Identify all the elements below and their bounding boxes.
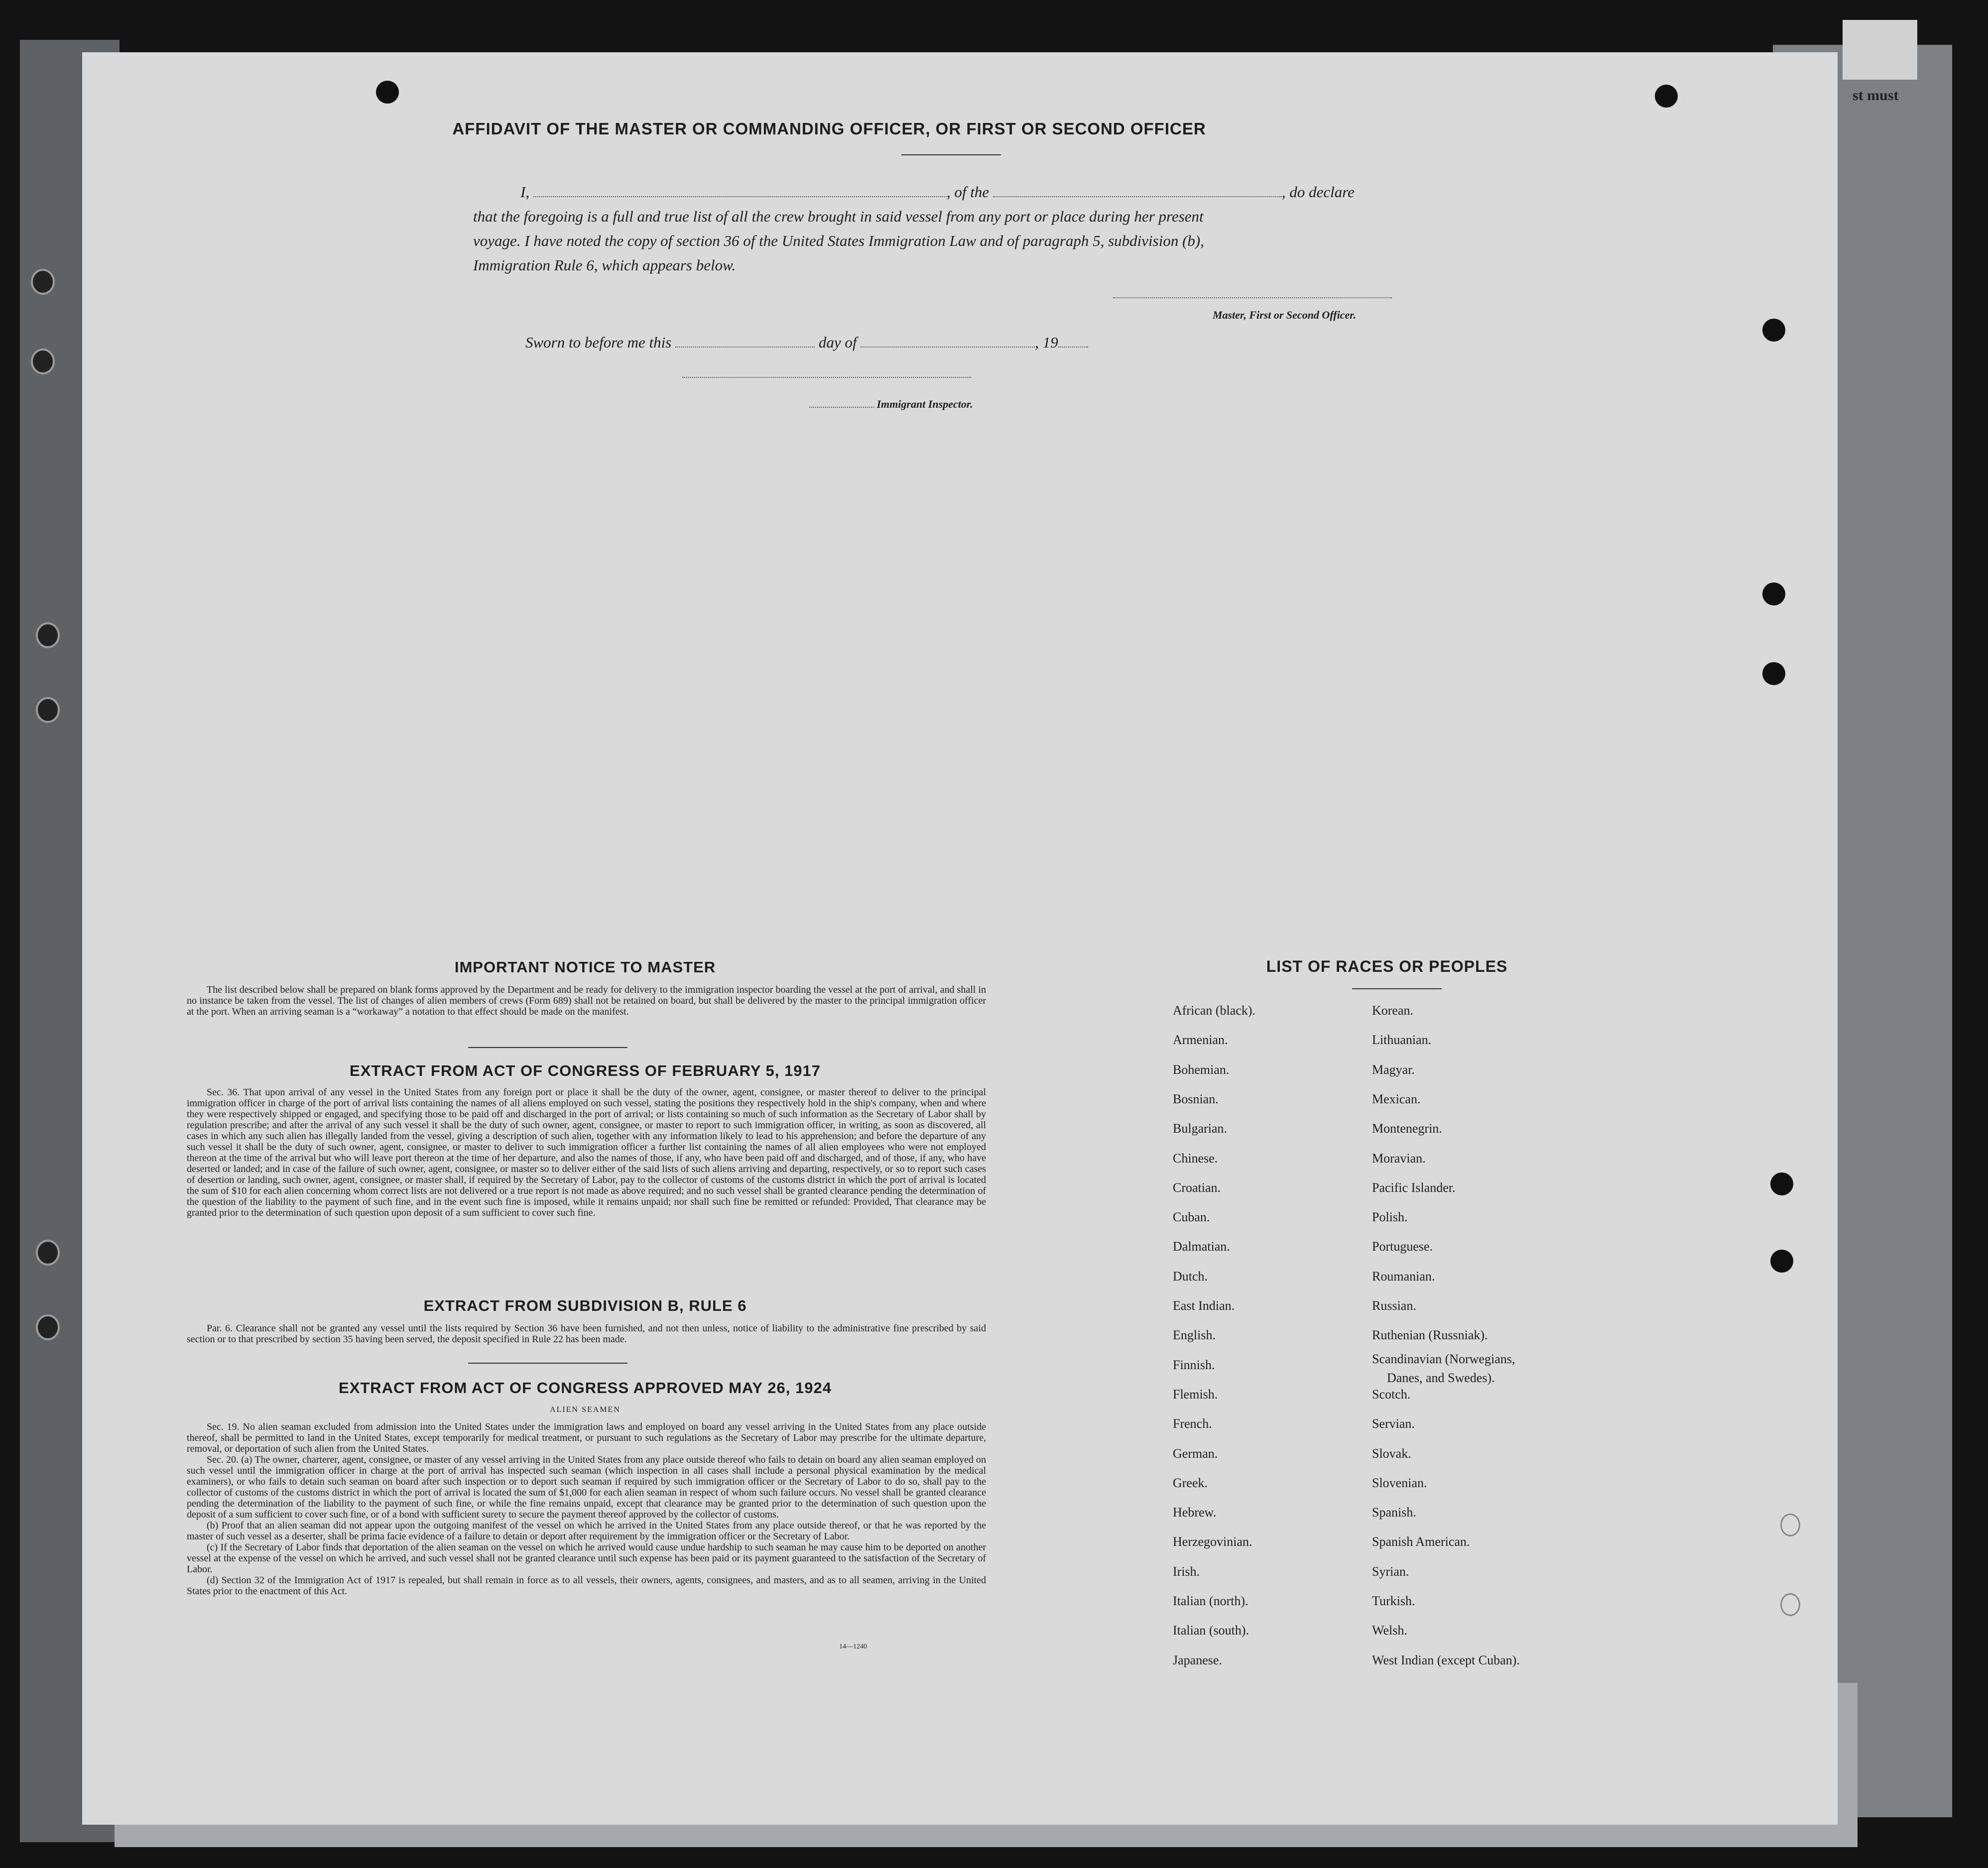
notice-paragraph: The list described below shall be prepared on blank forms approved by the Department and be ready for delivery to the immigration inspector boarding the vessel at the port of arrival, and shall in no instance be taken from the vessel. The list of changes of alien members of crews (Form 689) shall not be retained on board, but shall be delivered by the master to the principal immigration officer at the port. When an arriving seaman is a “workaway” a notation to that effect should be made on the manifest. [187, 984, 986, 1017]
race-item: Spanish. [1372, 1505, 1416, 1519]
race-item: Pacific Islander. [1372, 1180, 1456, 1195]
affidavit-title: AFFIDAVIT OF THE MASTER OR COMMANDING OFFICER, OR FIRST OR SECOND OFFICER [452, 119, 1206, 138]
race-item: Chinese. [1173, 1151, 1218, 1166]
extract-1924-subtitle: ALIEN SEAMEN [550, 1405, 621, 1414]
inspector-caption-text: Immigrant Inspector. [876, 398, 973, 410]
race-item: Flemish. [1173, 1387, 1218, 1401]
sworn-year-blank [1058, 336, 1088, 348]
binder-hole [36, 1314, 60, 1340]
notice-text [187, 984, 986, 1017]
race-item: Bohemian. [1173, 1062, 1230, 1077]
races-title: LIST OF RACES OR PEOPLES [1266, 957, 1508, 975]
punch-hole-ring [1780, 1593, 1800, 1616]
race-item: Lithuanian. [1372, 1033, 1432, 1047]
race-item: Finnish. [1173, 1358, 1215, 1372]
race-item: Slovenian. [1372, 1476, 1427, 1490]
binder-hole [31, 269, 55, 295]
race-item: Syrian. [1372, 1564, 1409, 1579]
affidavit-declare: , do declare [1281, 183, 1355, 201]
race-item: Greek. [1173, 1476, 1208, 1490]
race-item: Armenian. [1173, 1033, 1228, 1047]
race-item: Montenegrin. [1372, 1121, 1442, 1136]
race-item: Bulgarian. [1173, 1121, 1228, 1136]
vessel-blank [993, 185, 1282, 197]
sworn-month-blank [861, 336, 1035, 348]
affidavit-line-4: Immigration Rule 6, which appears below. [473, 256, 736, 274]
inspector-caption [809, 396, 973, 411]
race-item: Bosnian. [1173, 1092, 1219, 1106]
extract-1924-paragraph-5: (d) Section 32 of the Immigration Act of 1917 is repealed, but shall remain in force as to all vessels, their owners, agents, consignees, and masters, and as to all seamen, arriving in the United States prior to the enactment of this Act. [187, 1575, 986, 1597]
punch-hole-ring [1780, 1514, 1800, 1536]
race-item: Portuguese. [1372, 1239, 1433, 1254]
race-item: Japanese. [1173, 1653, 1222, 1667]
back-sheet-corner [1843, 20, 1917, 80]
race-item: Dalmatian. [1173, 1239, 1230, 1254]
race-item: Scandinavian (Norwegians, [1372, 1352, 1515, 1366]
race-item: Scotch. [1372, 1387, 1411, 1401]
section-rule [468, 1363, 627, 1364]
race-item: Ruthenian (Russniak). [1372, 1328, 1488, 1342]
document-page [82, 52, 1838, 1825]
race-item: West Indian (except Cuban). [1372, 1653, 1520, 1667]
punch-hole [1655, 85, 1678, 108]
sworn-day-of: day of [818, 334, 857, 351]
race-item: Italian (north). [1173, 1594, 1248, 1608]
extract-1924-paragraph-3: (b) Proof that an alien seaman did not appear upon the outgoing manifest of the vessel on which he arrived in the United States from any place outside thereof, or that he was reported by the master of such vessel as a deserter, shall be prima facie evidence of a failure to detain or deport after requirement by the immigration officer or the Secretary of Labor. [187, 1520, 986, 1542]
binder-hole [36, 622, 60, 648]
signature-caption: Master, First or Second Officer. [1213, 309, 1357, 321]
extract-1917-text [187, 1087, 986, 1218]
extract-1924-paragraph-2: Sec. 20. (a) The owner, charterer, agent, consignee, or master of any vessel arriving in the United States from any place outside thereof who fails to detain on board any alien seaman employed on such vessel until the immigration officer in charge at the port of arrival has inspected such seaman (which inspection in all cases shall include a personal physical examination by the medical examiners), or who fails to detain such seaman on board after such inspection or to deport such seaman if required by such immigration officer or the Secretary of Labor to do so, shall pay to the collector of customs of the customs district in which the port of arrival is located the sum of $1,000 for each alien seaman in respect of whom such failure occurs. No vessel shall be granted clearance pending the determination of the liability to the payment of such fine, or while the fine remains unpaid, except that clearance may be granted prior to the determination of such question upon the deposit of a sum sufficient to cover such fine, or of a bond with sufficient surety to secure the payment thereof approved by the collector of customs. [187, 1454, 986, 1520]
sworn-year: , 19 [1035, 334, 1058, 351]
race-item: French. [1173, 1416, 1212, 1431]
sworn-line [525, 334, 1088, 351]
extract-1924-title: EXTRACT FROM ACT OF CONGRESS APPROVED MAY 26, 1924 [339, 1379, 832, 1397]
inspector-blank [682, 376, 971, 378]
race-item: Moravian. [1372, 1151, 1426, 1166]
extract-1924-text [187, 1421, 986, 1597]
name-blank [533, 185, 947, 197]
sworn-prefix: Sworn to before me this [525, 334, 672, 351]
back-sheet-text-fragment: st must [1853, 87, 1899, 104]
race-item: Dutch. [1173, 1269, 1208, 1284]
race-item: Danes, and Swedes). [1387, 1371, 1495, 1385]
race-item: Croatian. [1173, 1180, 1221, 1195]
title-rule [901, 154, 1001, 155]
section-rule [468, 1047, 627, 1048]
affidavit-line-2: that the foregoing is a full and true list of all the crew brought in said vessel from any port or place during her present [473, 208, 1204, 225]
races-title-rule [1352, 988, 1442, 989]
race-item: Welsh. [1372, 1623, 1407, 1637]
races-list [1168, 1003, 1691, 1667]
race-item: Servian. [1372, 1416, 1415, 1431]
binder-hole [36, 1240, 60, 1266]
binder-hole [31, 349, 55, 374]
race-item: Italian (south). [1173, 1623, 1249, 1637]
extract-1917-title: EXTRACT FROM ACT OF CONGRESS OF FEBRUARY 5, 1917 [350, 1062, 821, 1079]
race-item: Roumanian. [1372, 1269, 1435, 1284]
race-item: African (black). [1173, 1003, 1256, 1018]
race-item: Turkish. [1372, 1594, 1415, 1608]
punch-hole [1770, 1172, 1793, 1195]
race-item: Korean. [1372, 1003, 1414, 1018]
affidavit-line-3: voyage. I have noted the copy of section 36 of the United States Immigration Law and of paragraph 5, subdivision (b), [473, 232, 1204, 249]
race-item: Magyar. [1372, 1062, 1415, 1077]
punch-hole [1762, 662, 1785, 685]
signature-blank [1113, 296, 1392, 298]
race-item: Slovak. [1372, 1446, 1411, 1461]
race-item: East Indian. [1173, 1298, 1235, 1313]
race-item: German. [1173, 1446, 1218, 1461]
form-number: 14—1240 [839, 1643, 867, 1650]
extract-1924-paragraph-4: (c) If the Secretary of Labor finds that deportation of the alien seaman on the vessel on which he arrived would cause undue hardship to such seaman he may cause him to be deported on another vessel at the expense of the vessel on which he arrived, and such vessel shall not be granted clearance until such expense has been paid or its payment guaranteed to the satisfaction of the Secretary of Labor. [187, 1542, 986, 1575]
affidavit-line-1 [520, 183, 1355, 201]
inspector-blank-short [809, 396, 874, 408]
punch-hole [1762, 583, 1785, 605]
race-item: Irish. [1173, 1564, 1200, 1579]
race-item: Spanish American. [1372, 1534, 1470, 1549]
extract-rule6-paragraph: Par. 6. Clearance shall not be granted any vessel until the lists required by Section 36 have been furnished, and not then unless, notice of liability to the administrative fine prescribed by said section or to that prescribed by section 35 having been served, the deposit specified in Rule 22 has been made. [187, 1323, 986, 1345]
affidavit-i: I, [520, 183, 530, 201]
punch-hole [1770, 1250, 1793, 1273]
punch-hole [1762, 319, 1785, 342]
race-item: Hebrew. [1173, 1505, 1217, 1519]
race-item: Herzegovinian. [1173, 1534, 1252, 1549]
race-item: English. [1173, 1328, 1216, 1342]
notice-title: IMPORTANT NOTICE TO MASTER [454, 958, 716, 976]
race-item: Cuban. [1173, 1210, 1210, 1224]
race-item: Polish. [1372, 1210, 1408, 1224]
affidavit-of-the: , of the [946, 183, 990, 201]
extract-1924-paragraph-1: Sec. 19. No alien seaman excluded from admission into the United States under the immigration laws and employed on board any vessel arriving in the United States from any place outside thereof, shall be permitted to land in the United States, except temporarily for medical treatment, or pursuant to such regulations as the Secretary of Labor may prescribe for the ultimate departure, removal, or deportation of such alien from the United States. [187, 1421, 986, 1454]
extract-rule6-text [187, 1323, 986, 1345]
race-item: Mexican. [1372, 1092, 1421, 1106]
punch-hole [376, 81, 399, 104]
extract-rule6-title: EXTRACT FROM SUBDIVISION B, RULE 6 [423, 1297, 747, 1314]
sworn-day-blank [675, 336, 815, 348]
extract-1917-paragraph: Sec. 36. That upon arrival of any vessel in the United States from any foreign port or place it shall be the duty of the owner, agent, consignee, or master thereof to deliver to the principal immigration officer in charge of the port of arrival lists containing the names of all aliens employed on such vessel, stating the positions they respectively hold in the ship's company, when and where they were respectively shipped or engaged, and specifying those to be paid off and discharged in the port of arrival; or lists containing so much of such information as the Secretary of Labor shall by regulation prescribe; and after the arrival of any such vessel it shall be the duty of such owner, agent, consignee, or master to report to such immigration officer, in writing, as soon as discovered, all cases in which any such alien has illegally landed from the vessel, giving a description of such alien, together with any information likely to lead to his apprehension; and before the departure of any such vessel it shall be the duty of such owner, agent, consignee, or master to deliver to such immigration officer a further list containing the names of all alien employees who were not employed thereon at the time of the arrival but who will leave port thereon at the time of her departure, and also the names of those, if any, who have been paid off and discharged, and of those, if any, who have deserted or landed; and in case of the failure of such owner, agent, consignee, or master so to deliver either of the said lists of such aliens arriving and departing, respectively, or so to report such cases of desertion or landing, such owner, agent, consignee, or master shall, if required by the Secretary of Labor, pay to the collector of customs of the customs district in which the port of arrival is located the sum of $10 for each alien concerning whom correct lists are not delivered or a true report is not made as above required; and no such vessel shall be granted clearance pending the determination of the question of the liability to the payment of such fine, and in the event such fine is imposed, while it remains unpaid; nor shall such fine be remitted or refunded: Provided, That clearance may be granted prior to the determination of such question upon deposit of a sum sufficient to cover such fine. [187, 1087, 986, 1218]
binder-hole [36, 697, 60, 723]
race-item: Russian. [1372, 1298, 1416, 1313]
